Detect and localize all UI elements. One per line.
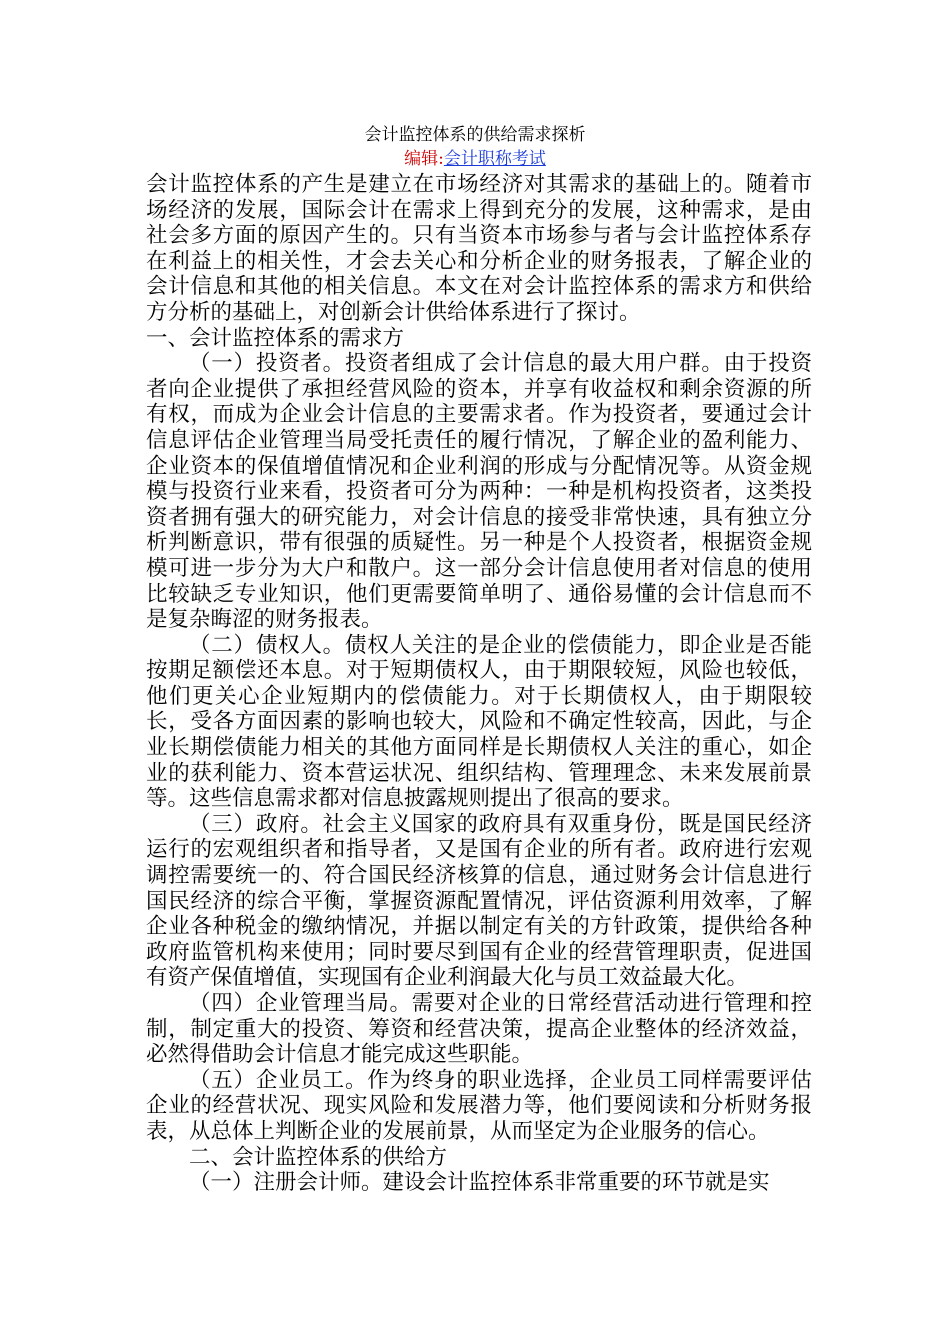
editor-line (0, 148, 950, 170)
section-heading-demand: 一、会计监控体系的需求方 (146, 325, 405, 351)
paragraph-cpa: （一）注册会计师。建设会计监控体系非常重要的环节就是实 (189, 1170, 770, 1196)
editor-label: 编辑: (404, 149, 444, 169)
paragraph-management: （四）企业管理当局。需要对企业的日常经营活动进行管理和控制，制定重大的投资、筹资和经营决策，提高企业整体的经济效益，必然得借助会计信息才能完成这些职能。 (146, 991, 812, 1068)
intro-paragraph: 会计监控体系的产生是建立在市场经济对其需求的基础上的。随着市场经济的发展，国际会计在需求上得到充分的发展，这种需求，是由社会多方面的原因产生的。只有当资本市场参与者与会计监控体系存在利益上的相关性，才会去关心和分析企业的财务报表，了解企业的会计信息和其他的相关信息。本文在对会计监控体系的需求方和供给方分析的基础上，对创新会计供给体系进行了探讨。 (146, 172, 812, 325)
paragraph-employees: （五）企业员工。作为终身的职业选择，企业员工同样需要评估企业的经营状况、现实风险和发展潜力等，他们要阅读和分析财务报表，从总体上判断企业的发展前景，从而坚定为企业服务的信心。 (146, 1067, 812, 1144)
document-body (146, 172, 812, 1196)
paragraph-investors: （一）投资者。投资者组成了会计信息的最大用户群。由于投资者向企业提供了承担经营风险的资本，并享有收益权和剩余资源的所有权，而成为企业会计信息的主要需求者。作为投资者，要通过会计信息评估企业管理当局受托责任的履行情况，了解企业的盈利能力、企业资本的保值增值情况和企业利润的形成与分配情况等。从资金规模与投资行业来看，投资者可分为两种：一种是机构投资者，这类投资者拥有强大的研究能力，对会计信息的接受非常快速，具有独立分析判断意识，带有很强的质疑性。另一种是个人投资者，根据资金规模可进一步分为大户和散户。这一部分会计信息使用者对信息的使用比较缺乏专业知识，他们更需要简单明了、通俗易懂的会计信息而不是复杂晦涩的财务报表。 (146, 351, 812, 633)
section-heading-supply: 二、会计监控体系的供给方 (189, 1144, 448, 1170)
paragraph-government: （三）政府。社会主义国家的政府具有双重身份，既是国民经济运行的宏观组织者和指导者，又是国有企业的所有者。政府进行宏观调控需要统一的、符合国民经济核算的信息，通过财务会计信息进行国民经济的综合平衡，掌握资源配置情况，评估资源利用效率，了解企业各种税金的缴纳情况，并据以制定有关的方针政策，提供给各种政府监管机构来使用；同时要尽到国有企业的经营管理职责，促进国有资产保值增值，实现国有企业利润最大化与员工效益最大化。 (146, 811, 812, 991)
document-title: 会计监控体系的供给需求探析 (364, 125, 586, 145)
editor-link[interactable]: 会计职称考试 (443, 149, 546, 169)
paragraph-creditors: （二）债权人。债权人关注的是企业的偿债能力，即企业是否能按期足额偿还本息。对于短期债权人，由于期限较短，风险也较低，他们更关心企业短期内的偿债能力。对于长期债权人，由于期限较长，受各方面因素的影响也较大，风险和不确定性较高，因此，与企业长期偿债能力相关的其他方面同样是长期债权人关注的重心，如企业的获利能力、资本营运状况、组织结构、管理理念、未来发展前景等。这些信息需求都对信息披露规则提出了很高的要求。 (146, 632, 812, 812)
